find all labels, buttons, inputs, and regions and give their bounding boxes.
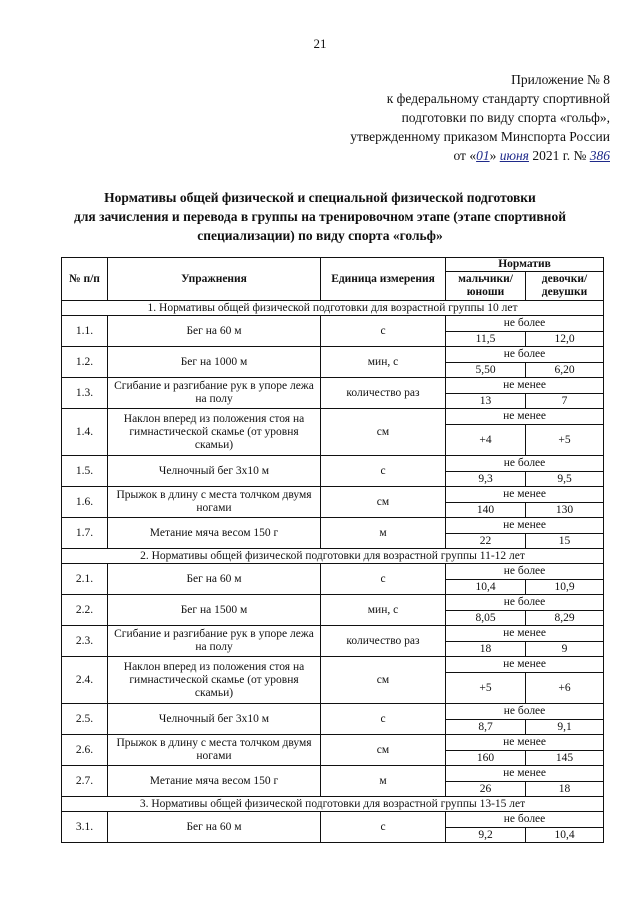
date-prefix: от « <box>453 148 477 163</box>
row-exercise: Прыжок в длину с места толчком двумя ногами <box>108 735 321 766</box>
appendix-line: подготовки по виду спорта «гольф», <box>401 110 610 125</box>
row-exercise: Наклон вперед из положения стоя на гимнастической скамье (от уровня скамьи) <box>108 657 321 704</box>
row-unit: см <box>321 735 446 766</box>
row-condition: не менее <box>446 626 604 642</box>
header-num: № п/п <box>62 258 108 301</box>
row-exercise: Бег на 1000 м <box>108 347 321 378</box>
row-exercise: Челночный бег 3x10 м <box>108 456 321 487</box>
page-number: 21 <box>313 36 327 51</box>
table-row <box>62 812 604 828</box>
table-row <box>62 487 604 503</box>
row-exercise: Метание мяча весом 150 г <box>108 518 321 549</box>
row-num: 2.3. <box>62 626 108 657</box>
title-line: для зачисления и перевода в группы на тренировочном этапе (этапе спортивной <box>74 209 566 224</box>
row-unit: мин, с <box>321 347 446 378</box>
row-exercise: Бег на 1500 м <box>108 595 321 626</box>
appendix-line: утвержденному приказом Минспорта России <box>350 129 610 144</box>
row-girls: 6,20 <box>526 363 604 378</box>
handwritten-month: июня <box>499 148 529 163</box>
row-unit: см <box>321 657 446 704</box>
handwritten-day: 01 <box>476 148 490 163</box>
row-unit: количество раз <box>321 378 446 409</box>
row-boys: 9,2 <box>446 828 526 843</box>
row-num: 1.7. <box>62 518 108 549</box>
table-row <box>62 766 604 782</box>
row-unit: см <box>321 487 446 518</box>
table-row <box>62 564 604 580</box>
appendix-line: к федеральному стандарту спортивной <box>386 91 610 106</box>
table-row <box>62 409 604 425</box>
title-line: Нормативы общей физической и специальной физической подготовки <box>104 190 536 205</box>
row-condition: не более <box>446 316 604 332</box>
row-condition: не более <box>446 704 604 720</box>
row-num: 2.6. <box>62 735 108 766</box>
row-unit: м <box>321 766 446 797</box>
header-norm: Норматив <box>446 258 604 272</box>
row-condition: не более <box>446 347 604 363</box>
row-unit: см <box>321 409 446 456</box>
section-title: 2. Нормативы общей физической подготовки для возрастной группы 11-12 лет <box>62 549 604 564</box>
row-boys: 5,50 <box>446 363 526 378</box>
section-title: 3. Нормативы общей физической подготовки для возрастной группы 13-15 лет <box>62 797 604 812</box>
row-girls: 8,29 <box>526 611 604 626</box>
row-girls: +5 <box>526 425 604 456</box>
row-girls: 145 <box>526 751 604 766</box>
header-boys: мальчики/ юноши <box>446 272 526 301</box>
row-exercise: Бег на 60 м <box>108 316 321 347</box>
row-condition: не более <box>446 812 604 828</box>
row-boys: 8,7 <box>446 720 526 735</box>
table-row <box>62 735 604 751</box>
row-boys: 9,3 <box>446 472 526 487</box>
table-row <box>62 518 604 534</box>
row-condition: не более <box>446 564 604 580</box>
row-condition: не более <box>446 595 604 611</box>
header-girls: девочки/ девушки <box>526 272 604 301</box>
row-num: 1.4. <box>62 409 108 456</box>
row-condition: не менее <box>446 735 604 751</box>
row-boys: +5 <box>446 673 526 704</box>
row-girls: 10,4 <box>526 828 604 843</box>
appendix-header <box>280 70 610 165</box>
row-unit: количество раз <box>321 626 446 657</box>
table-row <box>62 316 604 332</box>
row-exercise: Сгибание и разгибание рук в упоре лежа на полу <box>108 626 321 657</box>
row-boys: +4 <box>446 425 526 456</box>
row-num: 2.5. <box>62 704 108 735</box>
row-exercise: Челночный бег 3x10 м <box>108 704 321 735</box>
row-unit: с <box>321 812 446 843</box>
row-boys: 10,4 <box>446 580 526 595</box>
row-girls: 130 <box>526 503 604 518</box>
table-row <box>62 378 604 394</box>
row-condition: не более <box>446 456 604 472</box>
document-title <box>40 188 600 245</box>
row-unit: с <box>321 704 446 735</box>
title-line: специализации) по виду спорта «гольф» <box>197 228 443 243</box>
row-unit: мин, с <box>321 595 446 626</box>
row-exercise: Прыжок в длину с места толчком двумя ногами <box>108 487 321 518</box>
row-num: 1.5. <box>62 456 108 487</box>
row-girls: 18 <box>526 782 604 797</box>
row-boys: 26 <box>446 782 526 797</box>
handwritten-order-number: 386 <box>589 148 610 163</box>
row-num: 2.4. <box>62 657 108 704</box>
row-girls: 15 <box>526 534 604 549</box>
row-exercise: Наклон вперед из положения стоя на гимнастической скамье (от уровня скамьи) <box>108 409 321 456</box>
header-exercise: Упражнения <box>108 258 321 301</box>
date-mid: » <box>489 148 500 163</box>
row-boys: 13 <box>446 394 526 409</box>
row-num: 1.6. <box>62 487 108 518</box>
row-boys: 140 <box>446 503 526 518</box>
table-row <box>62 456 604 472</box>
row-girls: 12,0 <box>526 332 604 347</box>
table-row <box>62 657 604 673</box>
row-num: 2.2. <box>62 595 108 626</box>
row-unit: с <box>321 564 446 595</box>
row-exercise: Бег на 60 м <box>108 564 321 595</box>
row-exercise: Бег на 60 м <box>108 812 321 843</box>
row-condition: не менее <box>446 766 604 782</box>
row-boys: 160 <box>446 751 526 766</box>
table-row <box>62 626 604 642</box>
row-num: 1.1. <box>62 316 108 347</box>
row-girls: 7 <box>526 394 604 409</box>
row-condition: не менее <box>446 487 604 503</box>
appendix-line: Приложение № 8 <box>511 72 610 87</box>
row-condition: не менее <box>446 657 604 673</box>
row-girls: 9,5 <box>526 472 604 487</box>
row-boys: 11,5 <box>446 332 526 347</box>
row-girls: +6 <box>526 673 604 704</box>
row-girls: 9,1 <box>526 720 604 735</box>
row-exercise: Сгибание и разгибание рук в упоре лежа на полу <box>108 378 321 409</box>
row-boys: 8,05 <box>446 611 526 626</box>
row-num: 3.1. <box>62 812 108 843</box>
row-unit: с <box>321 316 446 347</box>
table-row <box>62 704 604 720</box>
table-row <box>62 347 604 363</box>
row-num: 2.7. <box>62 766 108 797</box>
row-girls: 10,9 <box>526 580 604 595</box>
appendix-date-line <box>280 146 610 165</box>
row-unit: м <box>321 518 446 549</box>
section-title: 1. Нормативы общей физической подготовки для возрастной группы 10 лет <box>62 301 604 316</box>
row-num: 1.3. <box>62 378 108 409</box>
row-num: 2.1. <box>62 564 108 595</box>
header-unit: Единица измерения <box>321 258 446 301</box>
row-condition: не менее <box>446 378 604 394</box>
row-girls: 9 <box>526 642 604 657</box>
row-exercise: Метание мяча весом 150 г <box>108 766 321 797</box>
row-num: 1.2. <box>62 347 108 378</box>
norms-table <box>61 257 604 843</box>
row-boys: 22 <box>446 534 526 549</box>
row-condition: не менее <box>446 409 604 425</box>
table-row <box>62 595 604 611</box>
row-unit: с <box>321 456 446 487</box>
row-condition: не менее <box>446 518 604 534</box>
date-year: 2021 г. № <box>528 148 590 163</box>
row-boys: 18 <box>446 642 526 657</box>
